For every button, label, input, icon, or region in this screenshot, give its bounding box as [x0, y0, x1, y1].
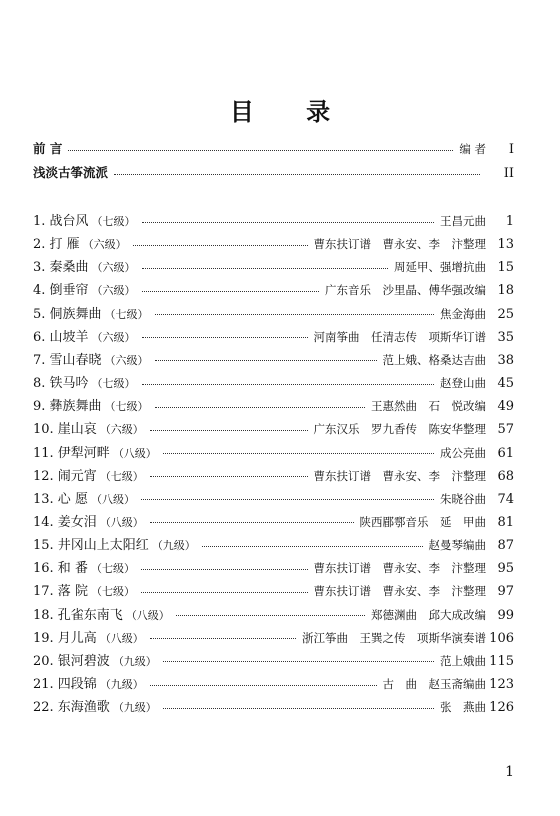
toc-front-label: 浅淡古筝流派 — [33, 165, 109, 180]
toc-entry-credit: 曹东扶订谱 曹永安、李 汴整理 — [313, 468, 486, 483]
leader-dots — [142, 337, 308, 338]
toc-entry[interactable] — [33, 487, 514, 507]
toc-entry-title: 5. 侗族舞曲 — [33, 306, 102, 322]
toc-entry[interactable] — [33, 510, 514, 530]
toc-entry-grade: （七级） — [90, 585, 135, 599]
toc-entry-title: 12. 闹元宵 — [33, 468, 97, 484]
leader-dots — [150, 638, 296, 639]
toc-entry-page: 97 — [497, 584, 514, 600]
toc-entry-credit: 成公亮曲 — [440, 445, 486, 460]
leader-dots — [142, 384, 434, 385]
toc-entry-title: 10. 崖山哀 — [33, 422, 97, 438]
toc-entry-credit: 古 曲 赵玉斋编曲 — [382, 677, 486, 691]
page-number: 1 — [505, 764, 514, 780]
toc-entry[interactable] — [33, 394, 514, 414]
toc-entry-page: 1 — [505, 214, 514, 229]
toc-entry-credit: 朱晓谷曲 — [440, 491, 486, 506]
toc-entry-credit: 曹东扶订谱 曹永安、李 汴整理 — [313, 561, 486, 576]
toc-entry-title: 1. 战台风 — [33, 214, 89, 229]
leader-dots — [150, 522, 354, 523]
toc-entry-grade: （六级） — [91, 330, 136, 344]
toc-entry-page: 74 — [497, 491, 514, 507]
toc-entry[interactable] — [33, 603, 514, 623]
toc-entry-title: 19. 月儿高 — [33, 630, 97, 646]
toc-entry-title: 14. 姜女泪 — [33, 514, 97, 530]
leader-dots — [133, 245, 308, 246]
leader-dots — [150, 685, 377, 686]
toc-entry-credit: 郑德渊曲 邱大成改编 — [371, 607, 486, 622]
toc-entry-title: 22. 东海渔歌 — [33, 700, 110, 716]
toc-entry-title: 4. 倒垂帘 — [33, 283, 89, 299]
toc-entry-page: 57 — [497, 422, 514, 438]
toc-entry-title: 3. 秦桑曲 — [33, 260, 89, 276]
toc-entry-page: 13 — [497, 237, 514, 253]
leader-dots — [142, 222, 434, 223]
leader-dots — [176, 615, 365, 616]
leader-dots — [163, 453, 434, 454]
toc-front-row — [33, 161, 514, 181]
toc-entry-page: 45 — [497, 376, 514, 391]
toc-entry-page: 126 — [489, 700, 514, 716]
toc-entry-credit: 王昌元曲 — [440, 214, 486, 228]
toc-entry-credit: 广东音乐 沙里晶、傅华强改编 — [325, 283, 486, 298]
toc-entry[interactable] — [33, 649, 514, 669]
toc-entry[interactable] — [33, 533, 514, 553]
toc-entry-title: 20. 银河碧波 — [33, 653, 110, 669]
leader-dots — [155, 360, 377, 361]
toc-entry-grade: （八级） — [99, 631, 144, 645]
toc-entry-title: 15. 井冈山上太阳红 — [33, 538, 149, 554]
toc-entry-credit: 王惠然曲 石 悦改编 — [371, 399, 486, 414]
toc-entry-title: 17. 落 院 — [33, 584, 88, 600]
toc-entry-page: 15 — [497, 260, 514, 276]
leader-dots — [68, 150, 453, 151]
toc-entry-title: 2. 打 雁 — [33, 237, 80, 253]
toc-entry-grade: （六级） — [82, 238, 127, 252]
toc-entry-grade: （七级） — [104, 307, 149, 321]
toc-entry-grade: （七级） — [90, 562, 135, 576]
leader-dots — [150, 476, 308, 477]
toc-entry-title: 6. 山坡羊 — [33, 329, 89, 345]
toc-entry-page: 123 — [489, 677, 514, 692]
toc-entry-grade: （九级） — [112, 701, 157, 715]
toc-entry-grade: （九级） — [112, 654, 157, 668]
toc-entry-credit: 赵曼琴编曲 — [428, 538, 486, 553]
toc-entry[interactable] — [33, 556, 514, 576]
toc-entry-grade: （七级） — [91, 215, 136, 228]
toc-entry[interactable] — [33, 302, 514, 322]
toc-entry-page: 87 — [497, 538, 514, 554]
toc-entry-page: 25 — [497, 306, 514, 322]
leader-dots — [163, 708, 434, 709]
toc-entry-grade: （七级） — [91, 377, 136, 390]
toc-entry-title: 8. 铁马吟 — [33, 376, 89, 391]
toc-entry[interactable] — [33, 626, 514, 646]
toc-entry-grade: （九级） — [99, 678, 144, 691]
toc-entry[interactable] — [33, 695, 514, 715]
toc-entry-grade: （七级） — [104, 400, 149, 414]
toc-entry-credit: 陕西郿鄠音乐 延 甲曲 — [359, 514, 486, 529]
toc-front-row — [33, 137, 514, 157]
toc-front-page: II — [503, 166, 514, 181]
toc-entry-page: 61 — [497, 445, 514, 461]
toc-entry-credit: 赵登山曲 — [440, 376, 486, 390]
toc-entry[interactable] — [33, 255, 514, 275]
toc-entry-grade: （八级） — [90, 492, 135, 506]
toc-entry-page: 99 — [497, 607, 514, 623]
toc-entry-grade: （七级） — [99, 469, 144, 483]
toc-entry-page: 106 — [489, 630, 514, 646]
toc-entry[interactable] — [33, 672, 514, 692]
toc-entry-credit: 曹东扶订谱 曹永安、李 汴整理 — [313, 584, 486, 599]
toc-entry-title: 16. 和 番 — [33, 561, 88, 577]
leader-dots — [202, 546, 423, 547]
toc-entry-title: 21. 四段锦 — [33, 677, 97, 692]
toc-entry-credit: 范上娥曲 — [440, 653, 486, 668]
toc-entry-grade: （八级） — [112, 446, 157, 460]
toc-entry-page: 95 — [497, 561, 514, 577]
toc-entry-title: 11. 伊犁河畔 — [33, 445, 110, 461]
toc-entry[interactable] — [33, 209, 514, 229]
page-title: 目 录 — [229, 98, 353, 126]
leader-dots — [142, 268, 388, 269]
toc-entry-page: 18 — [497, 283, 514, 299]
toc-entry-grade: （六级） — [99, 423, 144, 437]
toc-entry-credit: 河南筝曲 任清志传 项斯华订谱 — [313, 329, 486, 344]
toc-front-page: I — [508, 142, 514, 157]
leader-dots — [163, 661, 434, 662]
toc-entry[interactable] — [33, 371, 514, 391]
toc-entry-credit: 张 燕曲 — [440, 700, 486, 715]
leader-dots — [155, 314, 434, 315]
toc-entry-credit: 周延甲、强增抗曲 — [394, 260, 486, 275]
toc-entry[interactable] — [33, 278, 514, 298]
toc-entry-title: 9. 彝族舞曲 — [33, 399, 102, 415]
toc-entry-grade: （六级） — [91, 261, 136, 275]
leader-dots — [150, 430, 308, 431]
toc-entry[interactable] — [33, 464, 514, 484]
toc-entry-credit: 曹东扶订谱 曹永安、李 汴整理 — [313, 237, 486, 252]
toc-entry-title: 18. 孔雀东南飞 — [33, 607, 123, 623]
leader-dots — [142, 291, 319, 292]
toc-entry-page: 49 — [497, 399, 514, 415]
toc-entry-credit: 范上娥、格桑达吉曲 — [382, 352, 486, 367]
toc-entry-grade: （八级） — [99, 515, 144, 529]
toc-entry-page: 81 — [497, 514, 514, 530]
toc-entry-page: 38 — [497, 352, 514, 368]
toc-entry-credit: 浙江筝曲 王巽之传 项斯华演奏谱 — [302, 630, 486, 645]
toc-entry[interactable] — [33, 232, 514, 252]
toc-entry[interactable] — [33, 417, 514, 437]
leader-dots — [114, 174, 480, 175]
toc-entry-title: 13. 心 愿 — [33, 491, 88, 507]
leader-dots — [155, 407, 365, 408]
toc-entry[interactable] — [33, 441, 514, 461]
toc-entry[interactable] — [33, 579, 514, 599]
toc-entry-page: 115 — [489, 653, 514, 669]
toc-entry-page: 68 — [497, 468, 514, 484]
leader-dots — [141, 499, 434, 500]
toc-front-label: 前 言 — [33, 141, 63, 156]
toc-entry-grade: （八级） — [125, 608, 170, 622]
toc-entry[interactable] — [33, 348, 514, 368]
toc-entry-page: 35 — [497, 329, 514, 345]
toc-entry-credit: 焦金海曲 — [440, 306, 486, 321]
toc-entry-credit: 广东汉乐 罗九香传 陈安华整理 — [313, 422, 486, 437]
toc-entry-grade: （六级） — [104, 353, 149, 367]
toc-entry-grade: （六级） — [91, 284, 136, 298]
toc-front-credit: 编 者 — [459, 142, 486, 156]
toc-entry[interactable] — [33, 325, 514, 345]
leader-dots — [141, 569, 308, 570]
toc-entry-grade: （九级） — [151, 539, 196, 553]
leader-dots — [141, 592, 308, 593]
toc-entry-title: 7. 雪山春晓 — [33, 352, 102, 368]
